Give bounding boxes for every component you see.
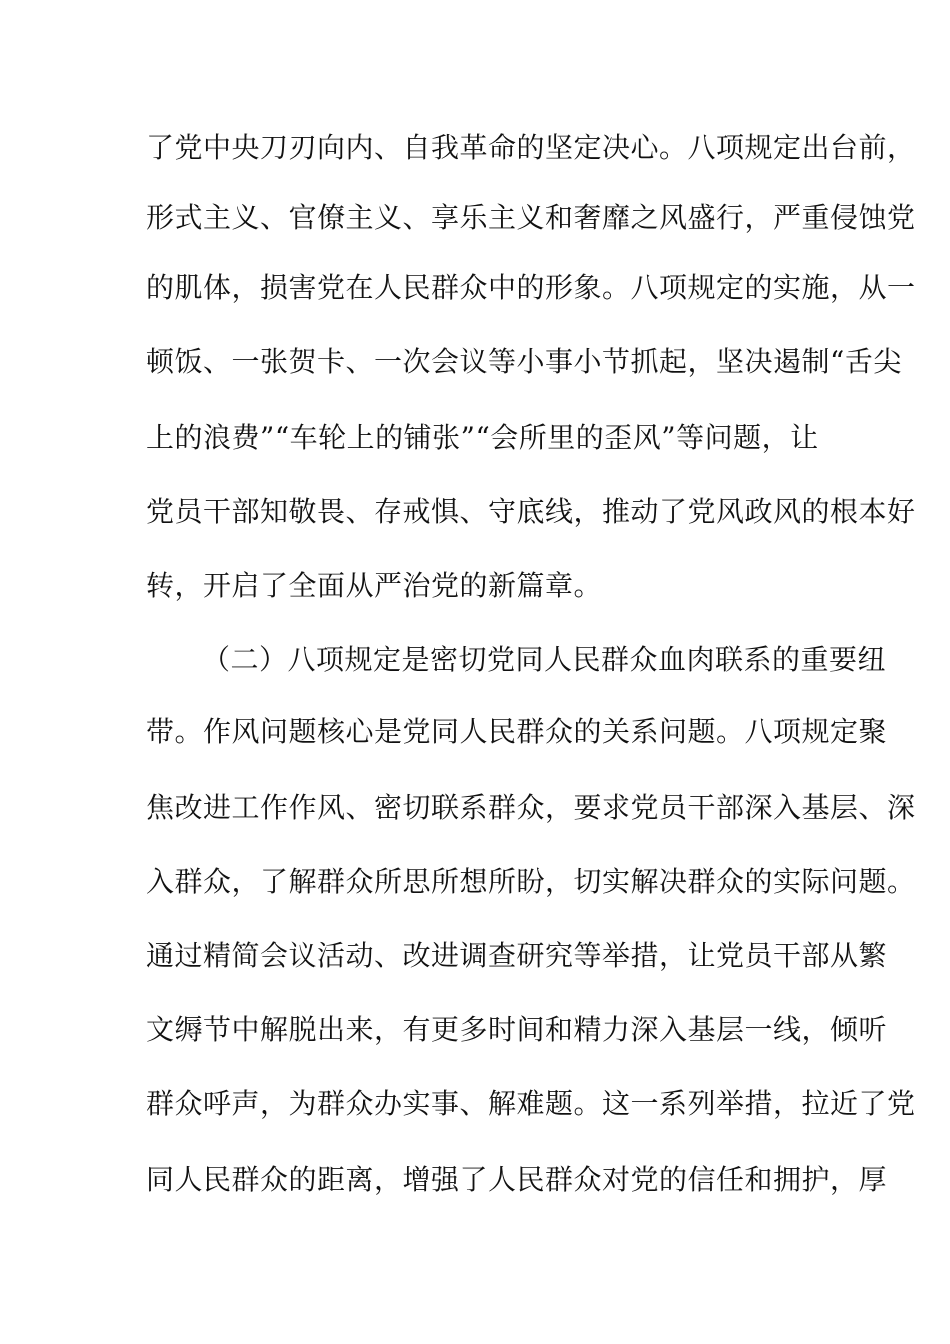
body-text-line: 焦改进工作作风、密切联系群众，要求党员干部深入基层、深 [146, 791, 916, 824]
body-text-line: 党员干部知敬畏、存戒惧、守底线，推动了党风政风的根本好 [146, 495, 916, 528]
body-text-line: 入群众，了解群众所思所想所盼，切实解决群众的实际问题。 [146, 865, 916, 898]
body-text-line: 同人民群众的距离，增强了人民群众对党的信任和拥护，厚 [146, 1163, 888, 1196]
body-text-line: 通过精简会议活动、改进调查研究等举措，让党员干部从繁 [146, 939, 888, 972]
body-text-line: 顿饭、一张贺卡、一次会议等小事小节抓起，坚决遏制“舌尖 [146, 345, 902, 378]
section-heading-line: （二）八项规定是密切党同人民群众血肉联系的重要纽 [202, 643, 887, 676]
body-text-line: 了党中央刀刃向内、自我革命的坚定决心。八项规定出台前， [146, 131, 916, 164]
body-text-line: 群众呼声，为群众办实事、解难题。这一系列举措，拉近了党 [146, 1087, 916, 1120]
body-text-line: 带。作风问题核心是党同人民群众的关系问题。八项规定聚 [146, 715, 888, 748]
paragraph-end-line: 转，开启了全面从严治党的新篇章。 [146, 569, 603, 602]
body-text-line: 形式主义、官僚主义、享乐主义和奢靡之风盛行，严重侵蚀党 [146, 201, 916, 234]
body-text-line: 上的浪费”“车轮上的铺张”“会所里的歪风”等问题，让 [146, 421, 819, 454]
body-text-line: 的肌体，损害党在人民群众中的形象。八项规定的实施，从一 [146, 271, 916, 304]
body-text-line: 文缛节中解脱出来，有更多时间和精力深入基层一线，倾听 [146, 1013, 888, 1046]
